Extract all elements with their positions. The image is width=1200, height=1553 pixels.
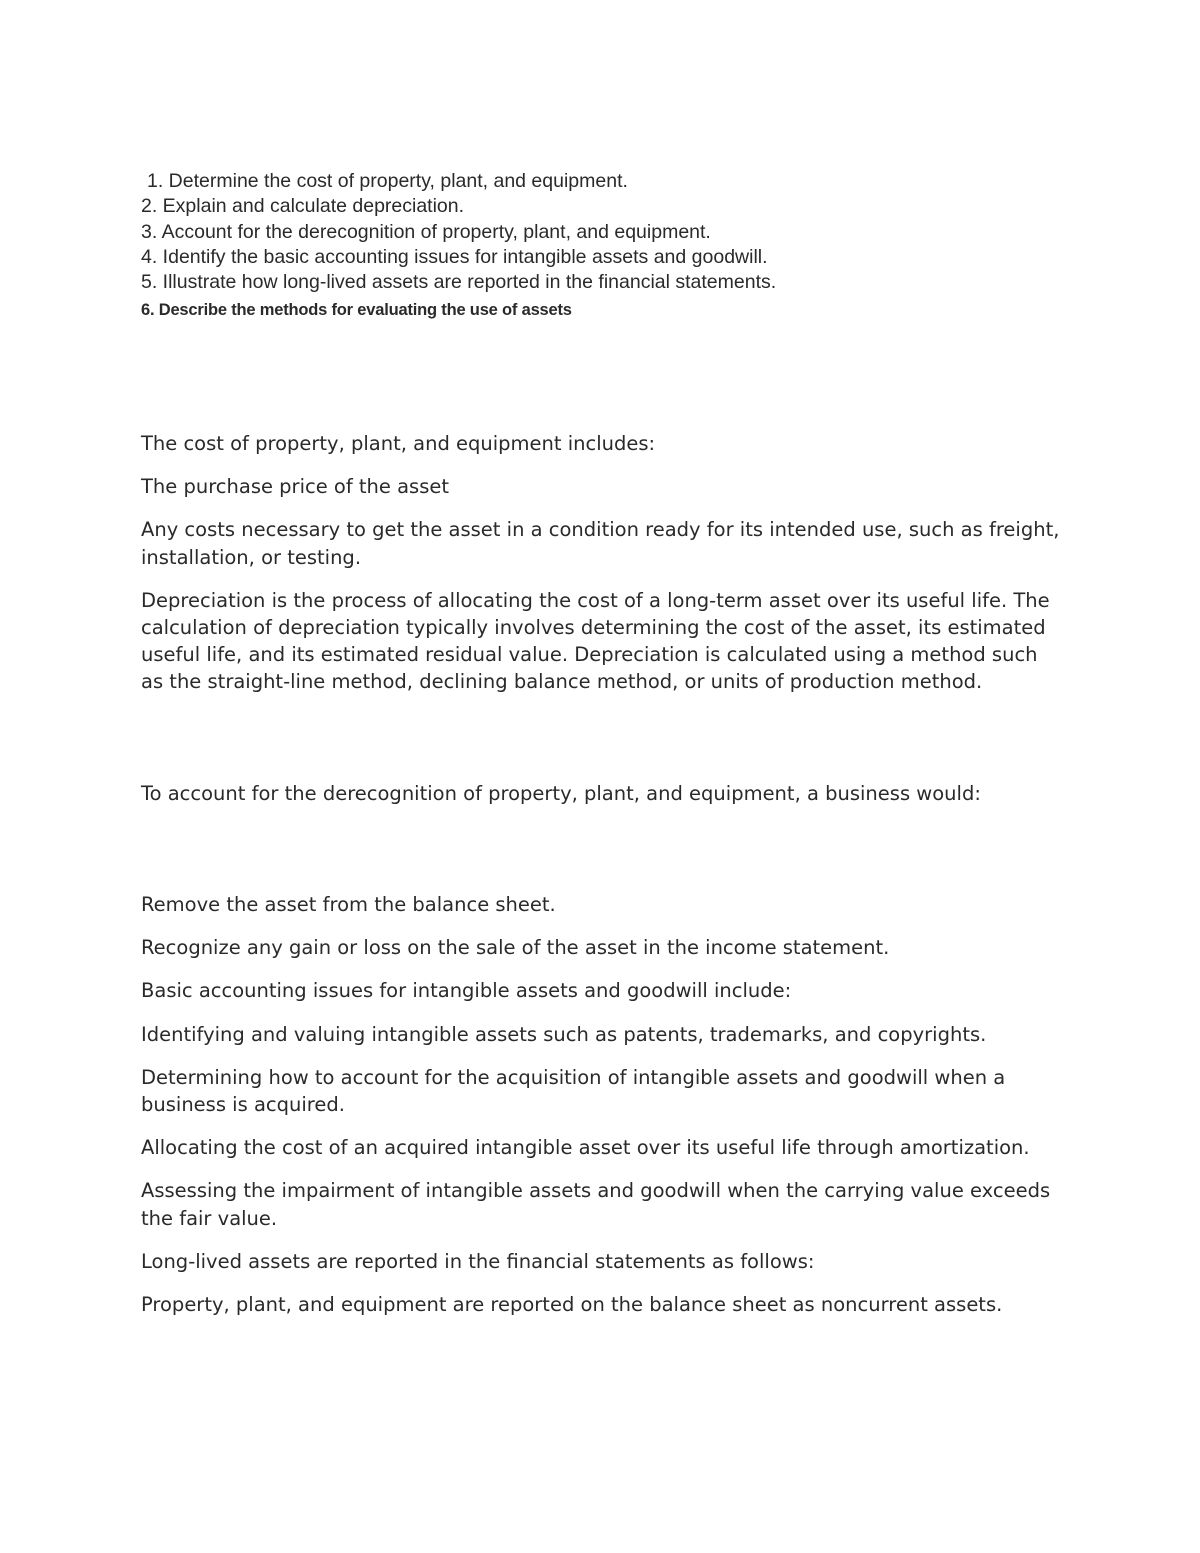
objective-5: 5. Illustrate how long-lived assets are reported in the financial statements. [141, 271, 777, 294]
objective-1: 1. Determine the cost of property, plant, and equipment. [147, 170, 628, 192]
objective-3: 3. Account for the derecognition of property, plant, and equipment. [141, 220, 711, 243]
cost-item-necessary-costs: Any costs necessary to get the asset in a condition ready for its intended use, such as freight, installation, or testing. [141, 518, 1060, 569]
remaining-section [141, 891, 1061, 1334]
objective-2: 2. Explain and calculate depreciation. [141, 195, 465, 218]
derecognition-step-recognize: Recognize any gain or loss on the sale of the asset in the income statement. [141, 936, 890, 960]
intangibles-intro-paragraph: Basic accounting issues for intangible assets and goodwill include: [141, 979, 792, 1003]
reporting-ppe-paragraph: Property, plant, and equipment are reported on the balance sheet as noncurrent assets. [141, 1293, 1003, 1317]
objective-4: 4. Identify the basic accounting issues for intangible assets and goodwill. [141, 245, 768, 268]
cost-item-purchase-price: The purchase price of the asset [141, 475, 450, 499]
reporting-intro-paragraph: Long-lived assets are reported in the financial statements as follows: [141, 1249, 815, 1273]
intangibles-issue-acquisition: Determining how to account for the acquisition of intangible assets and goodwill when a business is acquired. [141, 1065, 1006, 1117]
derecognition-section [141, 780, 1061, 823]
derecognition-intro-paragraph: To account for the derecognition of property, plant, and equipment, a business would: [141, 782, 981, 805]
depreciation-paragraph: Depreciation is the process of allocating the cost of a long-term asset over its useful life. The calculation of depreciation typically involves determining the cost of the asset, its estimated useful life, and its estimated residual value. Depreciation is calculated using a method such as the straight-line method, declining balance method, or units of production method. [141, 588, 1050, 694]
derecognition-step-remove: Remove the asset from the balance sheet. [141, 893, 556, 916]
intangibles-issue-amortization: Allocating the cost of an acquired intangible asset over its useful life through amortization. [141, 1136, 1030, 1160]
objective-6: 6. Describe the methods for evaluating the use of assets [141, 301, 572, 320]
learning-objectives-list [141, 169, 1041, 324]
cost-intro-paragraph: The cost of property, plant, and equipment includes: [141, 432, 656, 455]
intangibles-issue-identifying: Identifying and valuing intangible assets such as patents, trademarks, and copyrights. [141, 1022, 987, 1046]
cost-section [141, 430, 1061, 712]
intangibles-issue-impairment: Assessing the impairment of intangible assets and goodwill when the carrying value exceeds the fair value. [141, 1179, 1051, 1230]
